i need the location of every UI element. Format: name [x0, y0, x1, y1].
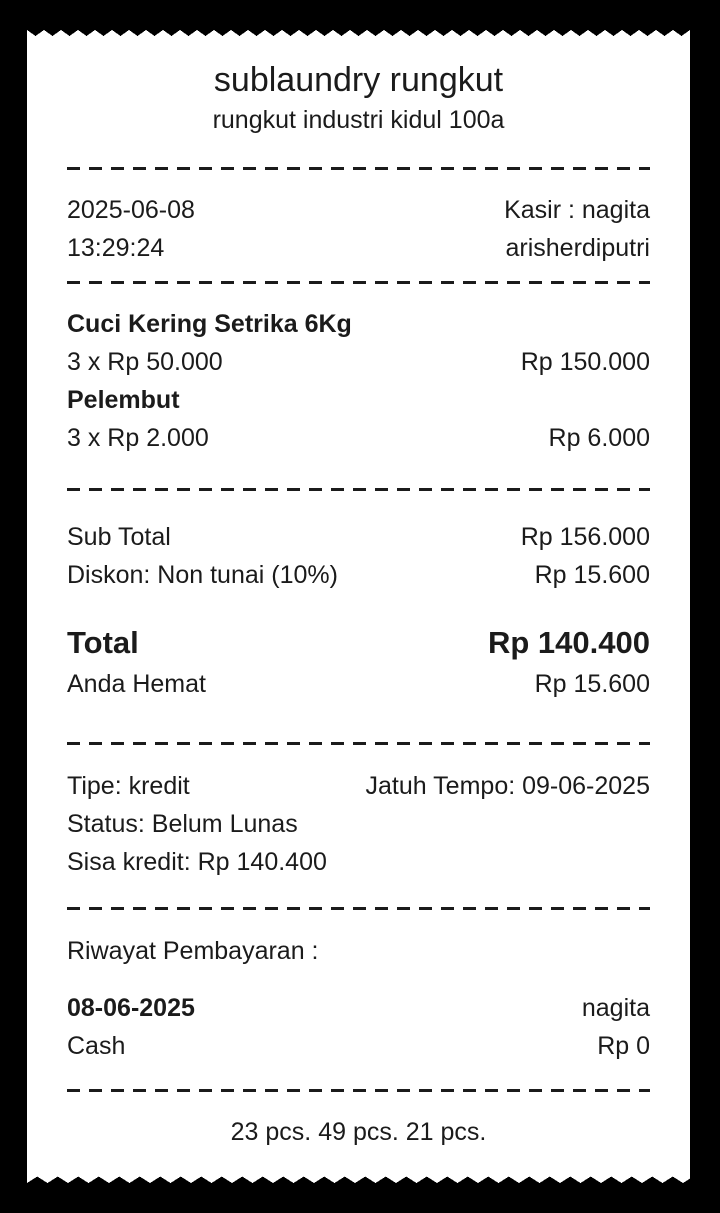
- item-qty-price: 3 x Rp 2.000: [67, 424, 209, 452]
- store-name: sublaundry rungkut: [213, 61, 504, 99]
- cashier-block: [504, 191, 650, 267]
- item-amount: Rp 150.000: [520, 348, 650, 376]
- payment-history-title: Riwayat Pembayaran :: [67, 937, 319, 965]
- dashed-divider: [67, 488, 650, 491]
- payment-date: 08-06-2025: [67, 994, 195, 1022]
- dashed-divider: [67, 167, 650, 170]
- credit-type: Tipe: kredit: [67, 772, 190, 800]
- payment-method-row: [67, 1027, 650, 1065]
- payment-amount: Rp 0: [597, 1032, 650, 1060]
- payment-method: Cash: [67, 1032, 126, 1060]
- item-price-row: [67, 343, 650, 381]
- subtotal-value: Rp 156.000: [520, 523, 650, 551]
- total-value: Rp 140.400: [488, 625, 650, 660]
- receipt: [27, 30, 690, 1183]
- dashed-divider: [67, 281, 650, 284]
- payment-history-entry: [67, 989, 650, 1065]
- item-price-row: [67, 419, 650, 457]
- receipt-time: 13:29:24: [67, 234, 165, 262]
- receipt-zigzag-bottom-edge: [27, 1170, 690, 1183]
- payment-date-row: [67, 989, 650, 1027]
- dashed-divider: [67, 1089, 650, 1092]
- credit-due-date: Jatuh Tempo: 09-06-2025: [365, 772, 650, 800]
- cashier-line1: Kasir : nagita: [504, 196, 650, 224]
- discount-label: Diskon: Non tunai (10%): [67, 561, 338, 589]
- item-qty-price: 3 x Rp 50.000: [67, 348, 223, 376]
- total-row: [67, 621, 650, 665]
- receipt-date: 2025-06-08: [67, 196, 195, 224]
- credit-section: [67, 767, 650, 881]
- subtotal-row: [67, 518, 650, 556]
- receipt-meta: [67, 191, 650, 267]
- item-name: Pelembut: [67, 386, 180, 414]
- subtotal-label: Sub Total: [67, 523, 171, 551]
- savings-row: [67, 665, 650, 703]
- totals-section: [67, 518, 650, 594]
- receipt-paper: [27, 42, 690, 1170]
- savings-value: Rp 15.600: [534, 670, 650, 698]
- credit-remaining: Sisa kredit: Rp 140.400: [67, 848, 327, 876]
- datetime-block: [67, 191, 195, 267]
- credit-type-row: [67, 767, 650, 805]
- discount-row: [67, 556, 650, 594]
- payment-cashier: nagita: [581, 994, 650, 1022]
- cashier-line2: arisherdiputri: [505, 234, 650, 262]
- pieces-summary: 23 pcs. 49 pcs. 21 pcs.: [230, 1118, 487, 1146]
- items-list: [67, 305, 650, 457]
- savings-label: Anda Hemat: [67, 670, 206, 698]
- credit-status: Status: Belum Lunas: [67, 810, 298, 838]
- total-label: Total: [67, 625, 139, 660]
- receipt-zigzag-top-edge: [27, 30, 690, 42]
- item-amount: Rp 6.000: [548, 424, 650, 452]
- item-name: Cuci Kering Setrika 6Kg: [67, 310, 352, 338]
- discount-value: Rp 15.600: [534, 561, 650, 589]
- store-address: rungkut industri kidul 100a: [212, 106, 505, 134]
- dashed-divider: [67, 907, 650, 910]
- dashed-divider: [67, 742, 650, 745]
